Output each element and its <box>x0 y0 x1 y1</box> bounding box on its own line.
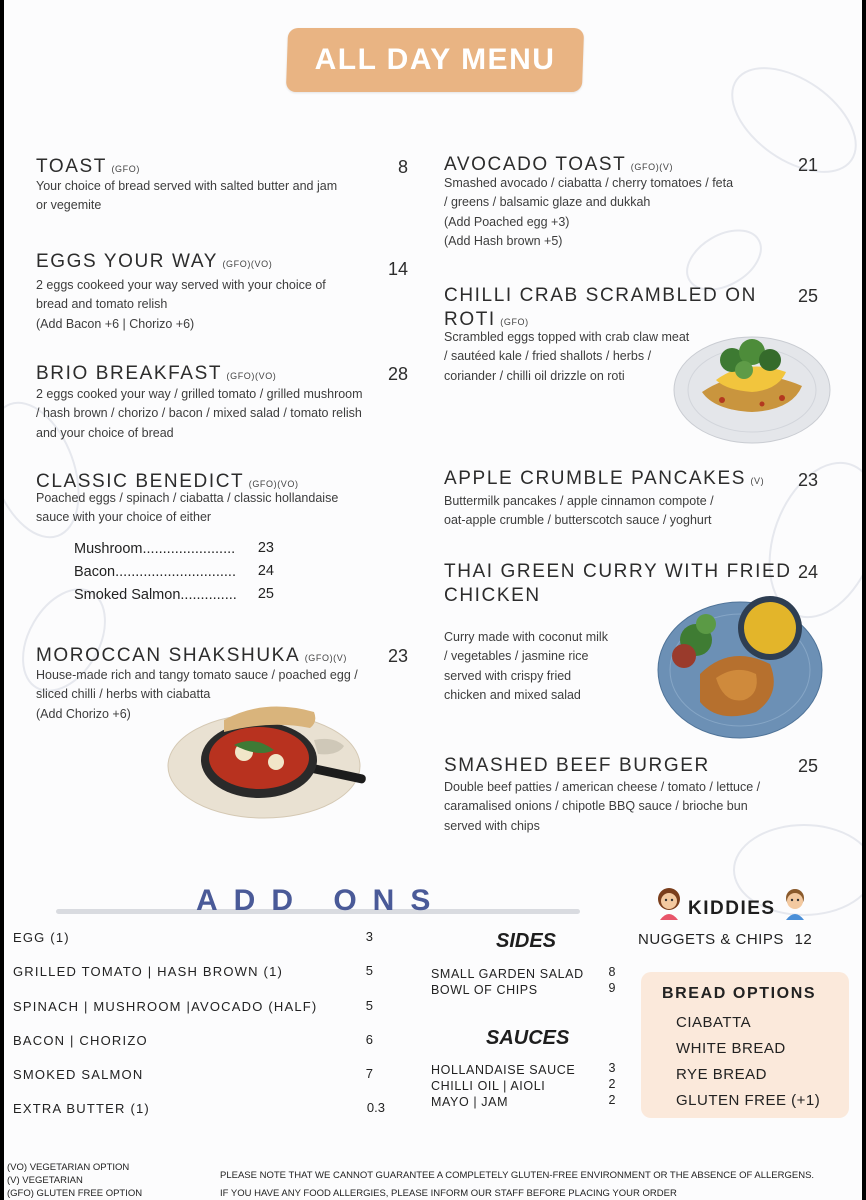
item-description: chicken and mixed salad <box>444 687 581 702</box>
item-tag: (GFO)(VO) <box>226 371 277 381</box>
item-description: / vegetables / jasmine rice <box>444 649 589 664</box>
addon-row: BACON | CHORIZO 6 <box>13 1031 373 1048</box>
menu-item-thai-green-curry-name: CHICKEN <box>444 585 541 606</box>
menu-item-smashed-beef-burger: SMASHED BEEF BURGER <box>444 755 710 776</box>
sauces-list <box>431 1061 616 1109</box>
item-name: ROTI <box>444 309 496 330</box>
page-title: ALL DAY MENU <box>314 43 556 76</box>
sauce-row: HOLLANDAISE SAUCE 3 <box>431 1061 616 1077</box>
kiddies-item: NUGGETS & CHIPS 12 <box>638 931 813 948</box>
item-price: 25 <box>797 286 818 306</box>
sides-title: SIDES <box>496 930 557 952</box>
item-description: (Add Chorizo +6) <box>36 706 131 721</box>
addon-row: SMOKED SALMON 7 <box>13 1066 373 1083</box>
item-description: (Add Hash brown +5) <box>444 233 563 248</box>
item-price: 25 <box>797 756 818 776</box>
item-tag: (GFO)(V) <box>304 653 347 663</box>
item-tag: (GFO)(VO) <box>248 479 299 489</box>
kiddies-title: KIDDIES <box>688 898 776 919</box>
item-description: coriander / chilli oil drizzle on roti <box>444 368 625 383</box>
item-description: Buttermilk pancakes / apple cinnamon compote / <box>444 494 714 508</box>
menu-item-chilli-crab-name: CHILLI CRAB SCRAMBLED ON <box>444 285 757 306</box>
sides-list <box>431 965 616 997</box>
bread-option: WHITE BREAD <box>676 1040 786 1057</box>
item-description: oat-apple crumble / butterscotch sauce / yoghurt <box>444 513 712 528</box>
item-description: (Add Poached egg +3) <box>444 214 570 229</box>
item-tag: (GFO)(V) <box>630 162 674 172</box>
item-description: Curry made with coconut milk <box>444 630 608 644</box>
menu-item-eggs-your-way <box>36 251 272 273</box>
bread-option: GLUTEN FREE (+1) <box>676 1092 821 1109</box>
item-description: sliced chilli / herbs with ciabatta <box>36 687 211 702</box>
boy-emoji-icon <box>780 886 810 920</box>
menu-item-brio-breakfast <box>36 363 276 385</box>
item-description: 2 eggs cooked your way / grilled tomato / grilled mushroom <box>36 387 363 401</box>
item-name: APPLE CRUMBLE PANCAKES <box>444 468 746 489</box>
item-description: caramalised onions / chipotle BBQ sauce / brioche bun <box>444 799 748 814</box>
addon-row: EGG (1) 3 <box>13 929 373 945</box>
item-description: House-made rich and tangy tomato sauce / poached egg / <box>36 668 358 682</box>
allergen-note: IF YOU HAVE ANY FOOD ALLERGIES, PLEASE INFORM OUR STAFF BEFORE PLACING YOUR ORDER <box>220 1188 677 1199</box>
item-description: / greens / balsamic glaze and dukkah <box>444 195 651 210</box>
addon-row: SPINACH | MUSHROOM |AVOCADO (HALF) 5 <box>13 997 373 1014</box>
addon-row: GRILLED TOMATO | HASH BROWN (1) 5 <box>13 963 373 980</box>
item-price: 23 <box>797 470 818 490</box>
item-tag: (GFO) <box>111 164 140 174</box>
menu-page <box>4 0 862 1200</box>
item-description: Double beef patties / american cheese / tomato / lettuce / <box>444 780 761 794</box>
item-tag: (V) <box>750 476 765 486</box>
item-price: 24 <box>797 562 818 582</box>
item-description: (Add Bacon +6 | Chorizo +6) <box>36 316 195 331</box>
menu-item-avocado-toast <box>444 154 673 176</box>
item-description: Your choice of bread served with salted butter and jam <box>36 179 338 193</box>
benedict-option: Mushroom....................... 23 <box>74 540 274 557</box>
addon-row: EXTRA BUTTER (1) 0.3 <box>13 1100 385 1117</box>
item-description: 2 eggs cookeed your way served with your choice of <box>36 278 326 292</box>
sauce-row: CHILLI OIL | AIOLI 2 <box>431 1077 616 1093</box>
benedict-option: Bacon.............................. 24 <box>74 563 274 580</box>
item-price: 8 <box>397 157 408 177</box>
bread-option: CIABATTA <box>676 1014 752 1031</box>
item-name: BRIO BREAKFAST <box>36 363 223 384</box>
side-row: SMALL GARDEN SALAD 8 <box>431 965 616 981</box>
menu-item-toast <box>36 156 140 178</box>
girl-emoji-icon <box>654 886 684 920</box>
menu-item-moroccan-shakshuka <box>36 645 347 667</box>
allergen-note: PLEASE NOTE THAT WE CANNOT GUARANTEE A COMPLETELY GLUTEN-FREE ENVIRONMENT OR THE ABSENCE OF ALLERGENS. <box>220 1170 815 1181</box>
shakshuka-dish-image <box>164 690 374 822</box>
legend-v: (V) VEGETARIAN <box>7 1175 83 1186</box>
legend-vo: (VO) VEGETARIAN OPTION <box>7 1162 130 1173</box>
item-price: 28 <box>387 364 408 384</box>
bread-option: RYE BREAD <box>676 1066 767 1083</box>
sauces-title: SAUCES <box>486 1027 570 1049</box>
item-description: Smashed avocado / ciabatta / cherry tomatoes / feta <box>444 176 734 190</box>
item-description: / hash brown / chorizo / bacon / mixed salad / tomato relish <box>36 406 362 421</box>
item-price: 14 <box>387 259 408 279</box>
green-curry-dish-image <box>656 594 826 740</box>
bread-options-title: BREAD OPTIONS <box>662 985 817 1002</box>
item-tag: (GFO) <box>500 317 529 327</box>
benedict-option: Smoked Salmon.............. 25 <box>74 586 274 603</box>
item-name: AVOCADO TOAST <box>444 154 627 175</box>
item-description: Poached eggs / spinach / ciabatta / classic hollandaise <box>36 491 339 505</box>
item-name: TOAST <box>36 156 107 177</box>
crab-roti-dish-image <box>672 330 832 446</box>
item-description: and your choice of bread <box>36 425 174 440</box>
menu-item-apple-crumble-pancakes <box>444 468 764 490</box>
menu-item-thai-green-curry-name: THAI GREEN CURRY WITH FRIED <box>444 561 792 582</box>
benedict-options <box>74 540 274 609</box>
item-description: / sautéed kale / fried shallots / herbs / <box>444 349 652 364</box>
item-description: bread and tomato relish <box>36 297 168 312</box>
item-name: MOROCCAN SHAKSHUKA <box>36 645 301 666</box>
kiddies-price: 12 <box>794 931 813 948</box>
sauce-row: MAYO | JAM 2 <box>431 1093 616 1109</box>
item-description: served with chips <box>444 818 540 833</box>
item-description: Scrambled eggs topped with crab claw meat <box>444 330 690 344</box>
addons-list <box>13 929 385 1135</box>
item-tag: (GFO)(VO) <box>222 259 273 269</box>
item-description: or vegemite <box>36 198 102 213</box>
legend-gfo: (GFO) GLUTEN FREE OPTION <box>7 1188 143 1199</box>
item-name: CLASSIC BENEDICT <box>36 471 245 492</box>
item-price: 21 <box>797 155 818 175</box>
side-row: BOWL OF CHIPS 9 <box>431 981 616 997</box>
item-description: sauce with your choice of either <box>36 510 212 525</box>
addons-title: ADD ONS <box>196 884 447 917</box>
item-name: EGGS YOUR WAY <box>36 251 218 272</box>
item-description: served with crispy fried <box>444 668 572 683</box>
item-price: 23 <box>387 646 408 666</box>
